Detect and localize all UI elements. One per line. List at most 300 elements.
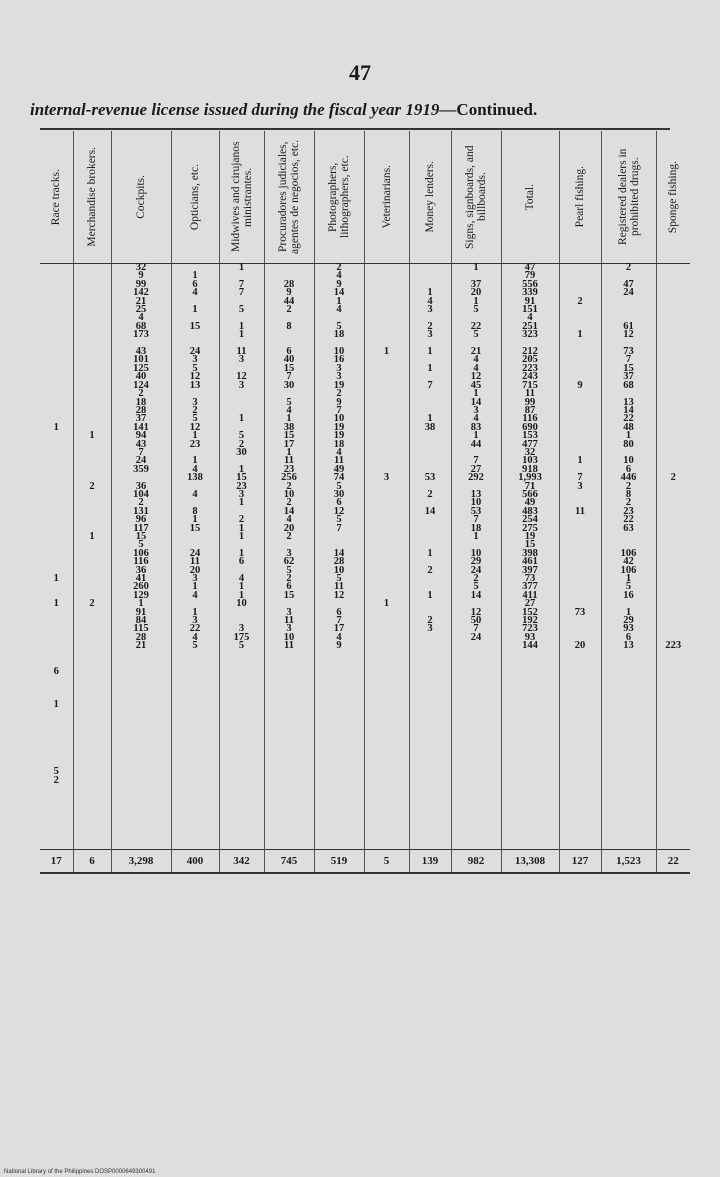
table-cell — [410, 600, 451, 608]
table-cell: 5 — [192, 640, 198, 652]
table-cell: 6 — [625, 463, 632, 475]
table-cell — [74, 415, 111, 423]
table-cell: 5 — [192, 362, 198, 374]
data-row — [40, 264, 690, 850]
table-cell: 18 — [470, 522, 482, 534]
table-cell: 73 — [623, 346, 634, 358]
table-cell: 29 — [470, 556, 482, 568]
table-cell: 4 — [192, 589, 198, 601]
table-cell — [657, 617, 691, 625]
table-cell — [560, 550, 601, 558]
table-cell — [74, 634, 111, 642]
table-cell — [560, 617, 601, 625]
table-cell — [365, 272, 409, 280]
table-cell — [74, 264, 111, 272]
table-cell: 10 — [470, 497, 482, 509]
table-cell — [560, 533, 601, 541]
column-values — [111, 264, 171, 850]
table-cell: 7 — [336, 404, 342, 416]
table-cell: 6 — [625, 631, 632, 643]
table-cell: 339 — [522, 287, 538, 299]
table-cell: 53 — [424, 472, 436, 484]
table-cell: 5 — [192, 413, 198, 425]
table-cell: 5 — [336, 480, 342, 492]
table-cell: 103 — [522, 455, 538, 467]
table-cell: 10 — [470, 547, 482, 559]
table-cell — [40, 323, 73, 331]
column-header-label: Midwives and cirujanos ministrantes. — [229, 141, 254, 253]
table-cell: 11 — [284, 455, 294, 467]
table-cell: 6 — [286, 581, 292, 593]
table-cell — [74, 373, 111, 381]
table-cell: 7 — [625, 354, 632, 366]
table-cell — [657, 625, 691, 633]
table-cell — [365, 323, 409, 331]
table-cell — [365, 415, 409, 423]
table-cell: 3 — [577, 480, 583, 492]
table-cell: 16 — [623, 589, 634, 601]
table-cell — [74, 701, 111, 709]
table-cell: 3 — [427, 329, 433, 341]
table-cell: 2 — [286, 304, 292, 316]
table-cell: 1 — [53, 573, 59, 585]
table-cell: 7 — [238, 278, 245, 290]
table-cell: 2 — [89, 598, 95, 610]
table-cell — [74, 760, 111, 768]
totals-row — [40, 850, 690, 874]
table-cell — [74, 449, 111, 457]
table-cell — [365, 625, 409, 633]
table-cell: 5 — [336, 514, 342, 526]
table-cell — [40, 432, 73, 440]
table-cell: 6 — [238, 556, 245, 568]
table-cell — [74, 314, 111, 322]
table-cell — [657, 483, 691, 491]
table-cell: 48 — [623, 421, 634, 433]
table-cell: 24 — [623, 287, 634, 299]
table-cell: 7 — [473, 623, 479, 635]
table-cell: 7 — [336, 615, 342, 627]
table-cell — [365, 617, 409, 625]
table-cell: 30 — [333, 488, 345, 500]
table-cell: 79 — [524, 270, 536, 282]
table-cell — [40, 314, 73, 322]
table-cell — [560, 390, 601, 398]
table-cell: 11 — [190, 556, 200, 568]
table-cell — [410, 449, 451, 457]
table-cell: 9 — [336, 396, 342, 408]
column-header-label: Pearl fishing. — [574, 166, 586, 228]
table-cell: 14 — [470, 589, 482, 601]
table-cell — [657, 264, 691, 272]
table-cell: 1 — [286, 446, 292, 458]
table-cell: 106 — [620, 547, 637, 559]
column-header — [559, 131, 601, 264]
table-cell: 1 — [473, 262, 479, 273]
table-cell — [40, 617, 73, 625]
table-cell: 10 — [333, 413, 345, 425]
table-cell — [560, 264, 601, 272]
table-cell: 192 — [522, 615, 538, 627]
table-cell: 1 — [473, 388, 479, 400]
table-cell: 3 — [427, 304, 433, 316]
table-cell: 74 — [333, 472, 345, 484]
table-cell — [560, 365, 601, 373]
table-cell: 1 — [577, 455, 583, 467]
table-cell — [40, 365, 73, 373]
table-cell: 4 — [336, 304, 342, 316]
table-cell: 10 — [236, 598, 247, 610]
table-cell: 2 — [138, 388, 144, 400]
table-cell — [657, 567, 691, 575]
table-cell: 30 — [283, 379, 295, 391]
table-cell: 47 — [524, 262, 536, 273]
table-cell — [365, 264, 409, 272]
table-cell — [657, 323, 691, 331]
table-cell — [40, 457, 73, 465]
table-cell — [410, 399, 451, 407]
table-cell: 10 — [283, 488, 295, 500]
table-cell — [74, 651, 111, 659]
table-cell: 19 — [333, 421, 345, 433]
table-cell: 27 — [470, 463, 482, 475]
table-cell — [560, 415, 601, 423]
table-cell: 18 — [333, 438, 345, 450]
table-cell — [40, 499, 73, 507]
table-cell — [657, 499, 691, 507]
table-cell: 4 — [427, 295, 433, 307]
table-cell: 398 — [522, 547, 538, 559]
table-cell — [365, 424, 409, 432]
table-cell: 17 — [333, 623, 345, 635]
table-cell — [365, 491, 409, 499]
column-header-label: Merchandise brokers. — [86, 147, 98, 247]
column-values — [364, 264, 409, 850]
table-cell — [74, 625, 111, 633]
table-cell: 8 — [625, 488, 632, 500]
table-cell — [40, 726, 73, 734]
table-cell: 15 — [283, 362, 295, 374]
column-header-label: Signs, signboards, and billboards. — [464, 145, 488, 249]
table-cell — [602, 306, 656, 314]
table-cell — [40, 651, 73, 659]
total-cell: 519 — [314, 850, 364, 874]
table-cell — [74, 617, 111, 625]
table-cell — [74, 499, 111, 507]
table-cell: 1 — [625, 606, 632, 618]
table-cell: 106 — [133, 547, 149, 559]
table-cell: 152 — [522, 606, 538, 618]
table-cell — [74, 752, 111, 760]
column-header-label: Money lenders. — [424, 161, 436, 233]
total-cell: 3,298 — [111, 850, 171, 874]
table-cell: 3 — [336, 371, 342, 383]
table-cell: 71 — [524, 480, 536, 492]
table-cell — [40, 541, 73, 549]
table-cell: 96 — [135, 514, 147, 526]
table-cell: 2 — [625, 497, 632, 509]
table-cell: 1 — [473, 430, 479, 442]
table-cell — [657, 533, 691, 541]
table-cell: 37 — [470, 278, 482, 290]
table-cell — [40, 390, 73, 398]
table-cell: 446 — [620, 472, 637, 484]
table-cell — [560, 424, 601, 432]
table-cell: 1 — [427, 287, 433, 299]
table-cell — [657, 289, 691, 297]
table-cell: 4 — [336, 631, 342, 643]
table-cell: 5 — [336, 573, 342, 585]
table-cell: 1 — [53, 598, 59, 610]
table-cell: 3 — [383, 472, 390, 484]
total-cell: 17 — [40, 850, 73, 874]
table-cell: 153 — [522, 430, 538, 442]
table-cell: 84 — [135, 615, 147, 627]
column-header-label: Total. — [524, 183, 536, 211]
table-cell: 2 — [473, 573, 479, 585]
table-cell: 11 — [284, 640, 294, 652]
table-cell: 117 — [133, 522, 149, 534]
table-cell: 3 — [336, 362, 342, 374]
table-cell — [74, 340, 111, 348]
table-cell: 3 — [427, 623, 433, 635]
table-cell: 9 — [336, 640, 342, 652]
table-cell — [657, 382, 691, 390]
table-cell: 566 — [522, 488, 538, 500]
table-cell: 116 — [522, 413, 538, 425]
table-cell — [560, 356, 601, 364]
table-cell — [560, 340, 601, 348]
column-header-label: Veterinarians. — [380, 165, 393, 229]
table-cell: 5 — [53, 766, 59, 778]
table-cell — [220, 609, 264, 617]
column-header — [111, 131, 171, 264]
table-cell: 141 — [133, 421, 149, 433]
table-cell: 260 — [133, 581, 149, 593]
table-cell: 15 — [524, 539, 536, 551]
table-cell: 1 — [192, 304, 198, 316]
table-cell: 101 — [133, 354, 149, 366]
table-cell: 94 — [135, 430, 147, 442]
table-cell — [74, 466, 111, 474]
table-cell — [365, 314, 409, 322]
table-cell: 1 — [625, 430, 632, 442]
table-cell: 15 — [135, 531, 147, 542]
table-cell: 10 — [333, 564, 345, 576]
table-cell: 1 — [427, 413, 433, 425]
table-cell: 1 — [427, 547, 433, 559]
table-cell — [74, 567, 111, 575]
table-cell: 10 — [283, 631, 295, 643]
table-cell: 17 — [283, 438, 295, 450]
table-cell: 50 — [470, 615, 482, 627]
table-cell: 1 — [238, 522, 245, 534]
table-cell: 1 — [473, 531, 479, 542]
column-header-label: Photographers, lithographers, etc. — [327, 155, 351, 239]
column-values — [219, 264, 264, 850]
table-cell: 2 — [427, 615, 433, 627]
table-cell — [657, 415, 691, 423]
table-cell: 4 — [473, 362, 479, 374]
column-header — [601, 131, 656, 264]
table-cell — [410, 642, 451, 650]
table-cell — [365, 306, 409, 314]
page-number: 47 — [349, 60, 371, 85]
table-cell — [74, 676, 111, 684]
table-cell: 12 — [189, 421, 201, 433]
column-header — [73, 131, 111, 264]
table-cell: 43 — [135, 438, 147, 450]
table-cell — [657, 491, 691, 499]
table-cell: 99 — [135, 278, 147, 290]
table-cell — [365, 449, 409, 457]
table-cell: 4 — [192, 463, 198, 475]
table-cell — [40, 382, 73, 390]
table-cell: 1 — [238, 463, 245, 475]
table-cell — [40, 735, 73, 743]
table-cell: 292 — [468, 472, 484, 484]
table-cell: 7 — [473, 514, 479, 526]
table-cell: 323 — [522, 329, 538, 341]
table-cell: 43 — [135, 346, 147, 358]
table-cell: 129 — [133, 589, 149, 601]
table-cell: 38 — [424, 421, 436, 433]
footer-credit: National Library of the Philippines DOSP0000649300491 — [4, 1169, 156, 1175]
table-cell — [74, 659, 111, 667]
table-cell: 4 — [473, 354, 479, 366]
table-cell: 22 — [623, 514, 634, 526]
table-cell — [365, 373, 409, 381]
table-cell: 256 — [281, 472, 297, 484]
table-cell: 106 — [620, 564, 637, 576]
table-cell: 21 — [135, 295, 147, 307]
table-cell: 42 — [623, 556, 634, 568]
table-cell: 1 — [427, 589, 433, 601]
table-cell — [657, 600, 691, 608]
table-cell — [40, 710, 73, 718]
column-header-label: Sponge fishing. — [667, 160, 680, 234]
table-cell — [74, 726, 111, 734]
table-cell: 2 — [89, 480, 95, 492]
table-cell — [365, 516, 409, 524]
table-cell: 4 — [286, 404, 292, 416]
table-cell: 2 — [238, 438, 245, 450]
table-cell: 1 — [383, 346, 390, 358]
table-cell: 104 — [133, 488, 149, 500]
table-cell: 5 — [625, 581, 632, 593]
table-cell: 144 — [522, 640, 538, 652]
table-cell: 4 — [336, 446, 342, 458]
table-cell: 7 — [286, 371, 292, 383]
table-cell: 9 — [577, 379, 583, 391]
table-cell — [40, 609, 73, 617]
table-cell — [365, 432, 409, 440]
table-cell: 7 — [138, 446, 144, 458]
total-cell: 982 — [451, 850, 501, 874]
table-cell: 63 — [623, 522, 634, 534]
table-cell — [172, 331, 219, 339]
column-header — [171, 131, 219, 264]
table-cell — [74, 399, 111, 407]
table-cell: 14 — [283, 505, 295, 517]
table-cell — [74, 550, 111, 558]
table-cell — [560, 567, 601, 575]
table-cell: 3 — [238, 354, 245, 366]
table-cell: 6 — [336, 606, 342, 618]
table-cell — [40, 466, 73, 474]
table-cell: 9 — [138, 270, 144, 282]
table-cell: 1 — [192, 430, 198, 442]
table-cell — [657, 390, 691, 398]
table-cell: 4 — [286, 514, 292, 526]
table-cell: 2 — [286, 573, 292, 585]
table-cell — [410, 525, 451, 533]
table-cell: 21 — [470, 346, 482, 358]
table-cell: 3 — [473, 404, 479, 416]
table-cell: 24 — [470, 631, 482, 643]
table-cell: 1 — [192, 514, 198, 526]
table-cell — [657, 449, 691, 457]
caption-continued: —Continued. — [439, 100, 538, 119]
table-cell: 1 — [238, 547, 245, 559]
table-cell: 1 — [89, 531, 95, 542]
table-cell: 1 — [336, 295, 342, 307]
table-cell: 2 — [192, 404, 198, 416]
table-cell — [40, 407, 73, 415]
table-cell — [74, 390, 111, 398]
column-header-label: Cockpits. — [135, 175, 147, 219]
table-cell: 1 — [238, 497, 245, 509]
table-cell: 2 — [336, 388, 342, 400]
table-cell: 3 — [192, 396, 198, 408]
table-cell — [365, 575, 409, 583]
table-cell: 23 — [623, 505, 634, 517]
table-cell — [40, 558, 73, 566]
table-cell — [74, 407, 111, 415]
total-cell: 6 — [73, 850, 111, 874]
table-cell: 6 — [192, 278, 198, 290]
table-cell: 12 — [236, 371, 247, 383]
table-cell: 131 — [133, 505, 149, 517]
table-cell: 7 — [336, 522, 342, 534]
table-cell: 15 — [623, 362, 634, 374]
table-cell: 5 — [238, 304, 245, 316]
table-cell: 1 — [192, 455, 198, 467]
table-cell — [40, 306, 73, 314]
table-cell: 477 — [522, 438, 538, 450]
table-cell — [560, 583, 601, 591]
table-cell — [657, 575, 691, 583]
table-cell — [410, 516, 451, 524]
table-cell — [265, 331, 314, 339]
table-cell: 3 — [238, 623, 245, 635]
table-cell: 32 — [135, 262, 147, 273]
column-values — [601, 264, 656, 850]
table-cell: 7 — [473, 455, 479, 467]
table-cell — [74, 642, 111, 650]
table-cell — [657, 583, 691, 591]
table-cell: 3 — [192, 615, 198, 627]
table-cell — [560, 348, 601, 356]
table-cell — [40, 356, 73, 364]
table-cell — [74, 684, 111, 692]
table-cell — [74, 583, 111, 591]
table-cell: 28 — [283, 278, 295, 290]
column-header-label: Race tracks. — [50, 168, 63, 226]
table-cell — [40, 508, 73, 516]
table-cell — [657, 306, 691, 314]
table-cell: 32 — [524, 446, 536, 458]
